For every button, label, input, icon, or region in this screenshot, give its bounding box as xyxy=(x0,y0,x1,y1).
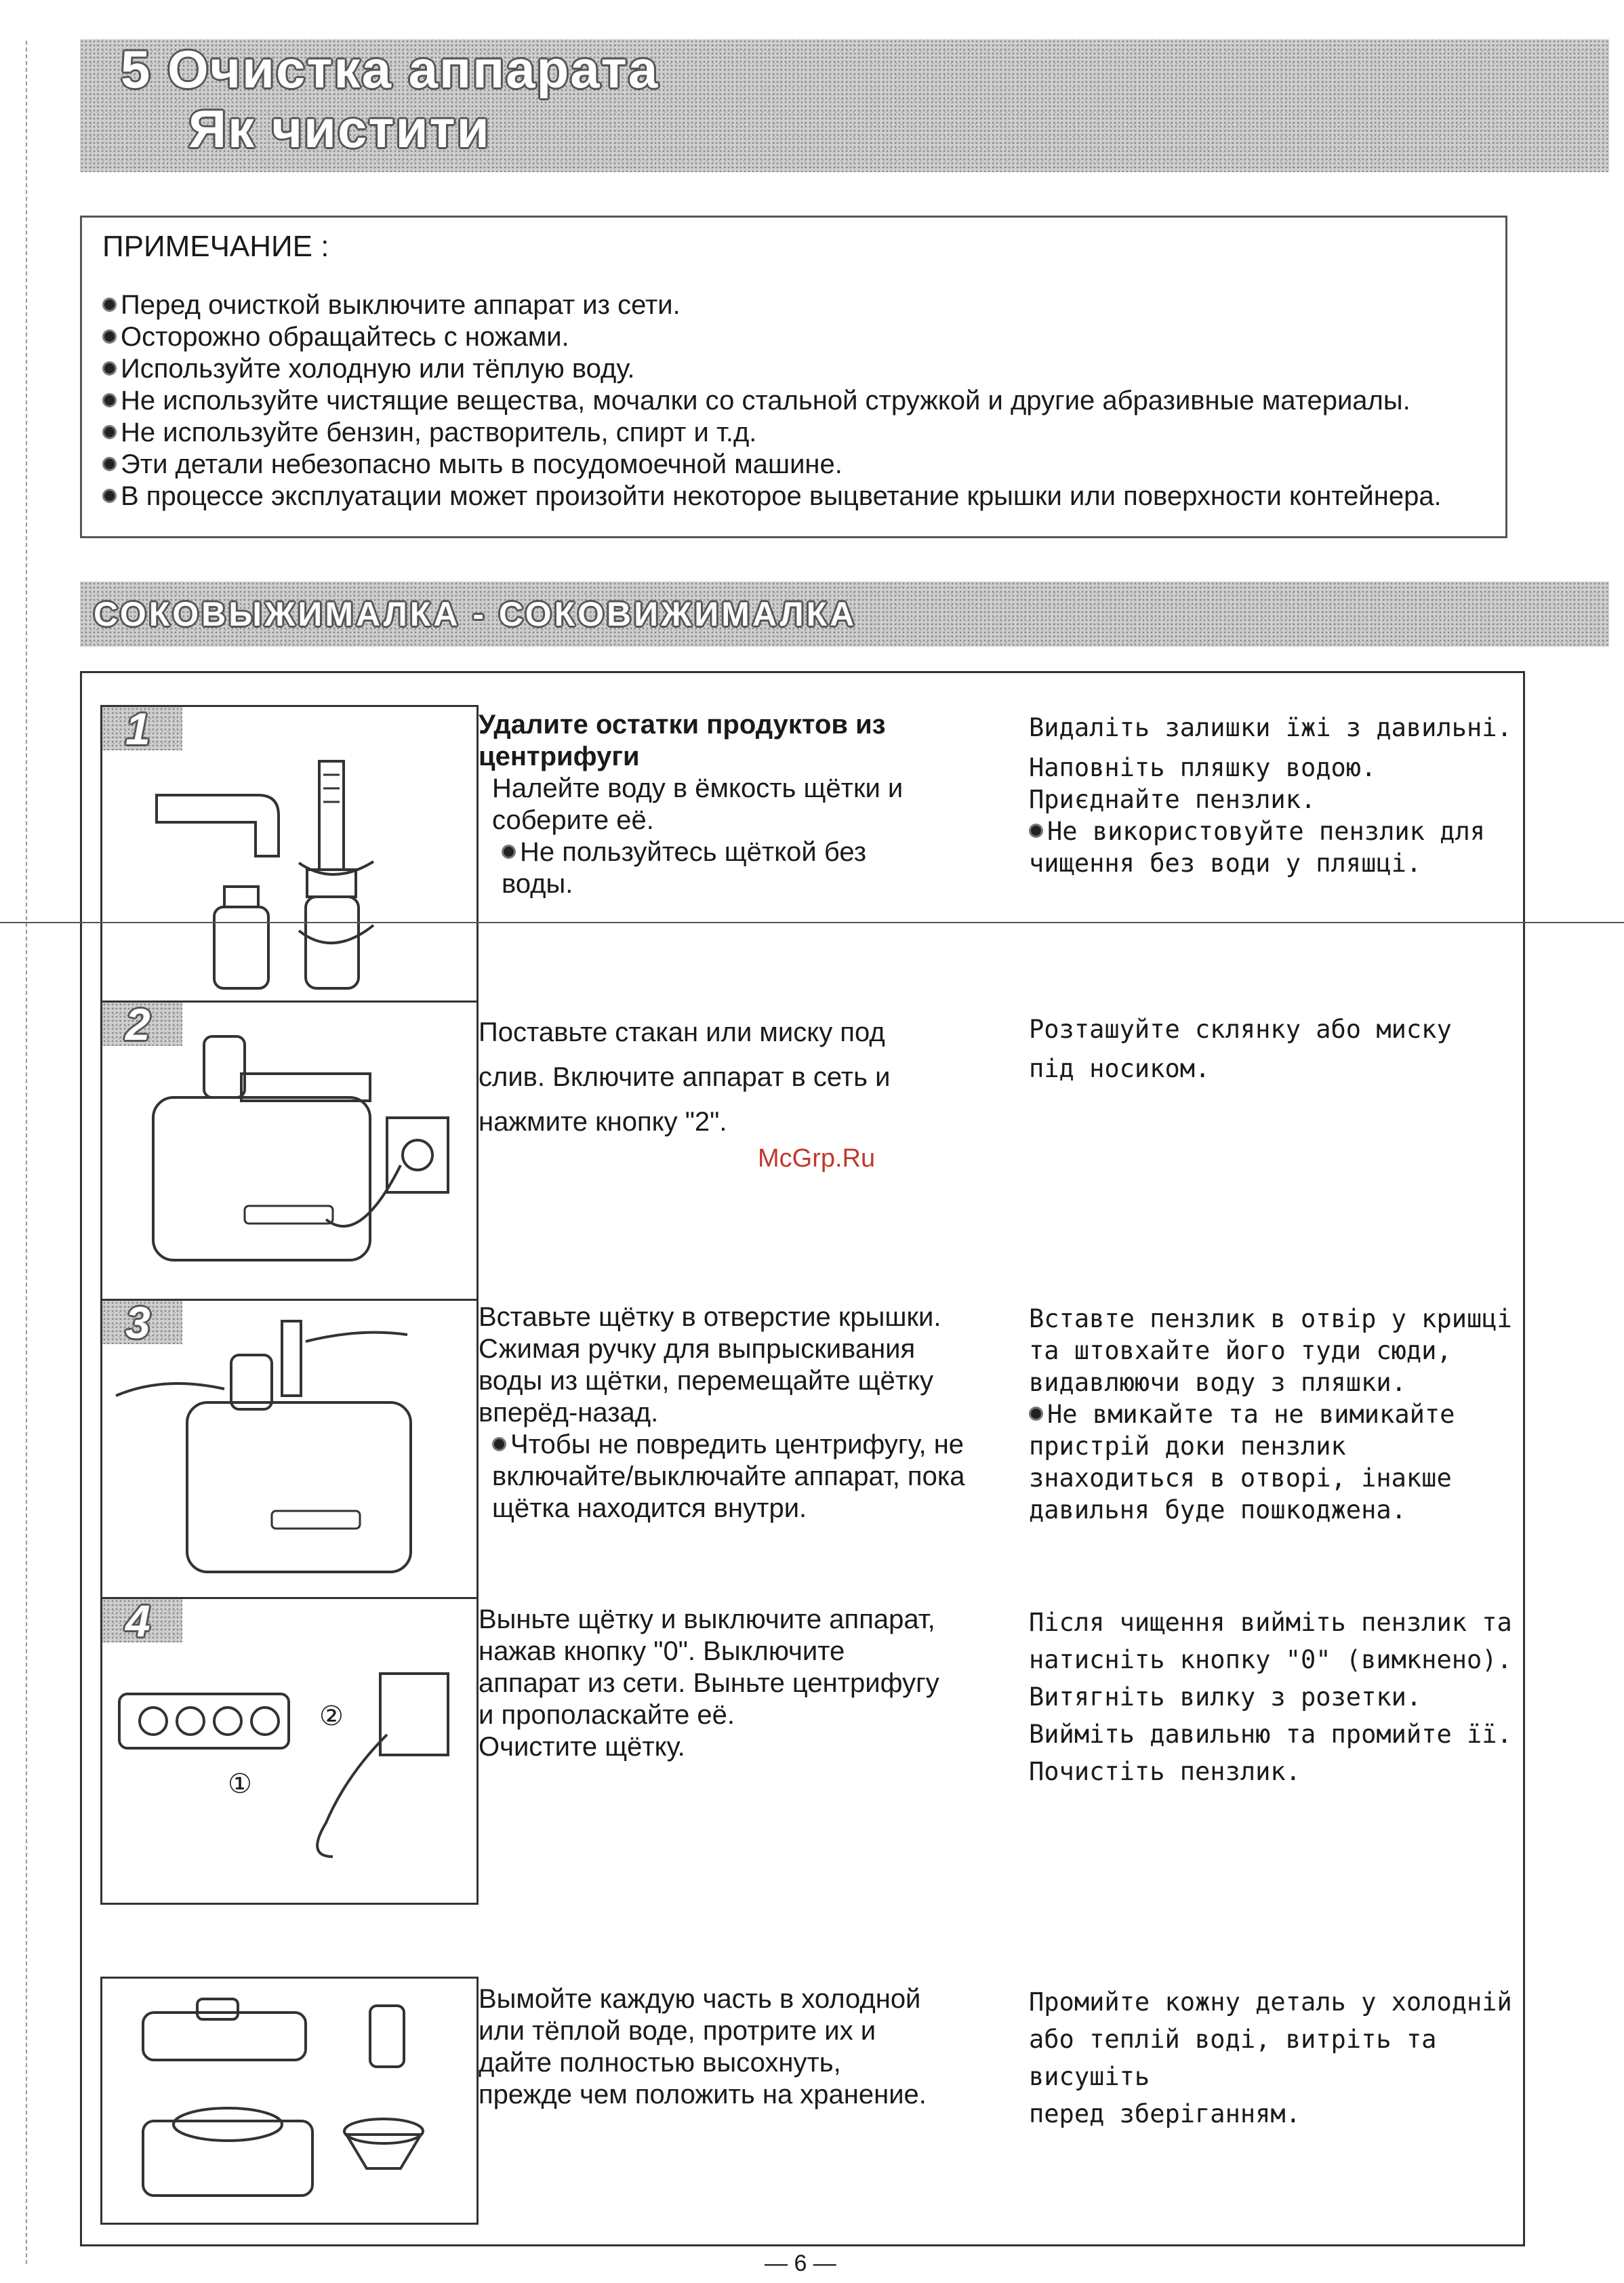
note-box xyxy=(80,216,1507,538)
note-title: ПРИМЕЧАНИЕ : xyxy=(102,230,329,263)
step-1-text-ua: Видаліть залишки їжі з давильні. Наповніть пляшку водою. Приєднайте пензлик. Не використовуйте пензлик для чищення без води у пляшці. xyxy=(1029,713,1512,878)
step-number-badge: 4 xyxy=(102,1599,182,1642)
step-3-text-ru: Вставьте щётку в отверстие крышки. Сжимая ручку для выпрыскивания воды из щётки, перемещайте щётку вперёд-назад. Чтобы не повредить центрифугу, не включайте/выключайте аппарат, пока щётка находится внутри. xyxy=(479,1302,965,1523)
step-4-text-ua: Після чищення вийміть пензлик та натисніть кнопку "0" (вимкнено). Витягніть вилку з розетки. Вийміть давильню та промийте її. Почистіть пензлик. xyxy=(1029,1608,1512,1786)
step-4-text-ru: Выньте щётку и выключите аппарат, нажав кнопку "0". Выключите аппарат из сети. Выньте центрифугу и прополаскайте её. Очистите щётку. xyxy=(479,1604,939,1762)
bullet-icon xyxy=(102,425,117,439)
bullet-icon xyxy=(102,329,117,344)
section-title: СОКОВЫЖИМАЛКА - СОКОВИЖИМАЛКА xyxy=(94,595,857,633)
button-unplug-illustration xyxy=(102,1599,476,1903)
step-number-badge: 2 xyxy=(102,1003,182,1046)
watermark: McGrp.Ru xyxy=(758,1144,876,1173)
header-title-ua: Як чистити xyxy=(188,99,491,159)
note-item: В процессе эксплуатации может произойти некоторое выцветание крышки или поверхности контейнера. xyxy=(102,481,1442,512)
brush-bottle-illustration xyxy=(102,707,476,1003)
marker-2: ② xyxy=(319,1701,344,1731)
step-number-badge: 1 xyxy=(102,707,182,750)
note-list xyxy=(102,289,1442,512)
note-item: Эти детали небезопасно мыть в посудомоечной машине. xyxy=(102,449,1442,481)
parts-illustration xyxy=(102,1979,476,2223)
bullet-icon xyxy=(102,361,117,376)
step-1-text-ru: Удалите остатки продуктов из центрифуги Налейте воду в ёмкость щётки и соберите её. Не пользуйтесь щёткой без воды. xyxy=(479,709,1021,900)
step-5-text-ru: Вымойте каждую часть в холодной или тёплой воде, протрите их и дайте полностью высохнуть, прежде чем положить на хранение. xyxy=(479,1984,927,2109)
scan-edge xyxy=(26,41,27,2264)
brush-insert-illustration xyxy=(102,1301,476,1599)
note-item: Не используйте бензин, растворитель, спирт и т.д. xyxy=(102,417,1442,449)
note-item: Используйте холодную или тёплую воду. xyxy=(102,353,1442,385)
bullet-icon xyxy=(102,298,117,312)
bullet-icon xyxy=(102,457,117,471)
note-item: Не используйте чистящие вещества, мочалки со стальной стружкой и другие абразивные материалы. xyxy=(102,385,1442,417)
marker-1: ① xyxy=(228,1769,252,1799)
note-item: Перед очисткой выключите аппарат из сети. xyxy=(102,289,1442,321)
bullet-icon xyxy=(502,845,516,859)
page-number: — 6 — xyxy=(765,2250,836,2276)
step-3-illustration xyxy=(100,1299,479,1601)
step-2-text-ru: Поставьте стакан или миску под слив. Включите аппарат в сеть и нажмите кнопку "2". xyxy=(479,1017,891,1137)
bullet-icon xyxy=(1029,1407,1043,1421)
header-band xyxy=(80,39,1609,172)
step-5-illustration xyxy=(100,1977,479,2225)
section-band xyxy=(80,582,1609,647)
scan-fold-line xyxy=(0,922,1624,923)
step-1-subtitle: Удалите остатки продуктов из центрифуги xyxy=(479,710,886,771)
step-4-illustration xyxy=(100,1597,479,1905)
juicer-plug-illustration xyxy=(102,1003,476,1301)
bullet-icon xyxy=(102,393,117,407)
header-title-ru: 5 Очистка аппарата xyxy=(121,39,659,99)
note-item: Осторожно обращайтесь с ножами. xyxy=(102,321,1442,353)
step-1-illustration xyxy=(100,705,479,1005)
step-3-text-ua: Вставте пензлик в отвір у кришці та штовхайте його туди сюди, видавлюючи воду з пляшки. Не вмикайте та не вимикайте пристрій доки пензлик знаходиться в отворі, інакше давильня буде пошкоджена. xyxy=(1029,1304,1512,1524)
bullet-icon xyxy=(492,1437,506,1451)
bullet-icon xyxy=(1029,824,1043,838)
step-2-text-ua: Розташуйте склянку або миску під носиком. xyxy=(1029,1015,1452,1083)
bullet-icon xyxy=(102,489,117,503)
step-5-text-ua: Промийте кожну деталь у холодній або теплій воді, витріть та висушіть перед зберіганням. xyxy=(1029,1987,1512,2128)
step-number-badge: 3 xyxy=(102,1301,182,1344)
step-2-illustration xyxy=(100,1001,479,1303)
